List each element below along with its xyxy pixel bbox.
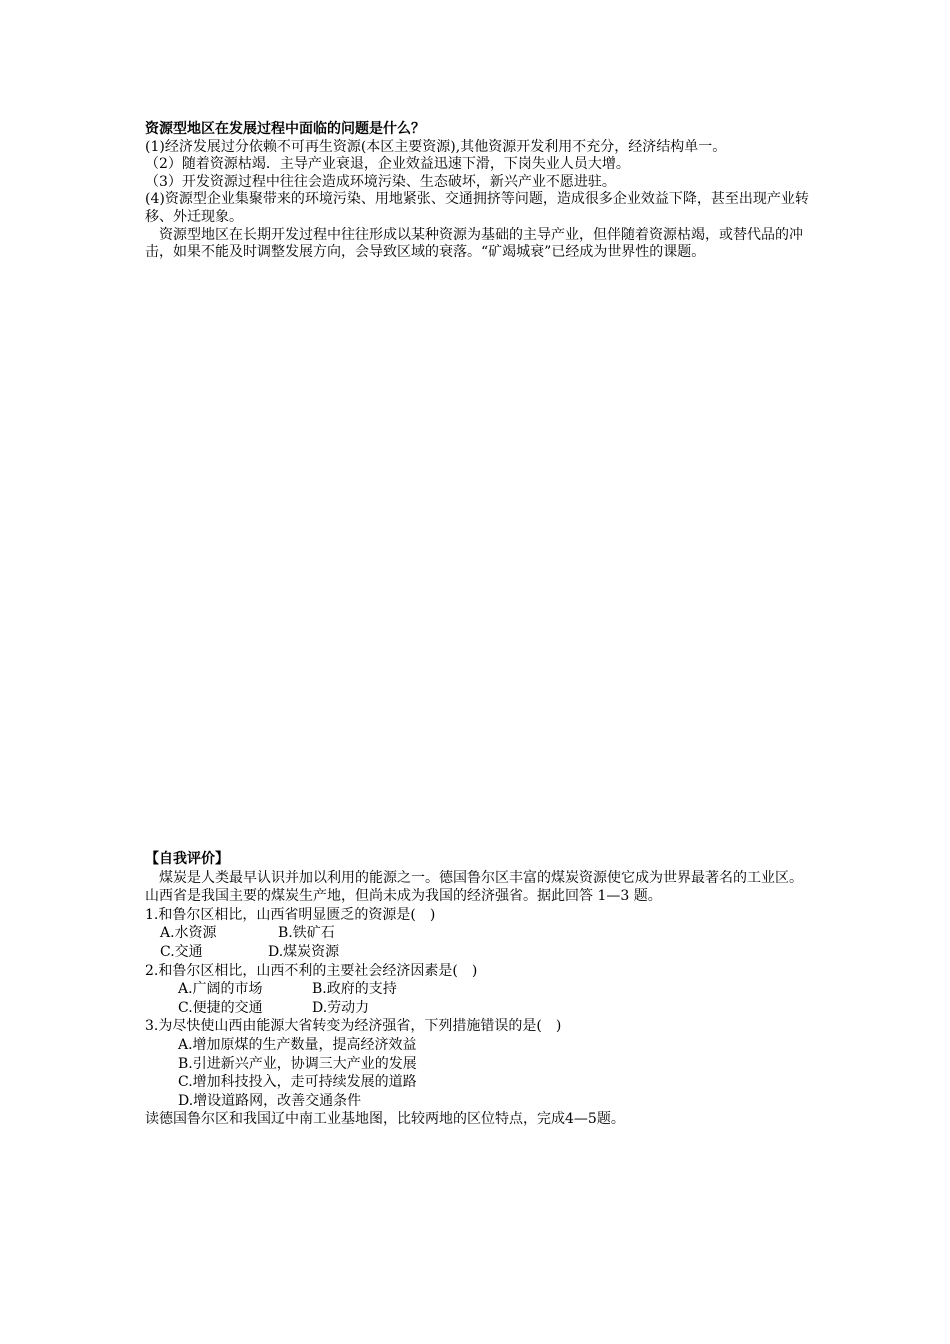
- question-2-option-b[interactable]: B.政府的支持: [312, 981, 397, 998]
- problem-item-4: (4)资源型企业集聚带来的环境污染、用地紧张、交通拥挤等问题，造成很多企业效益下降，甚至出现产业转移、外迁现象。: [145, 191, 809, 225]
- question-1-option-a[interactable]: A.水资源: [160, 925, 217, 942]
- problem-item-3: （3）开发资源过程中往往会造成环境污染、生态破坏，新兴产业不愿进驻。: [145, 173, 616, 190]
- question-1-option-b[interactable]: B.铁矿石: [278, 925, 335, 942]
- question-2-options-row-1: [145, 980, 810, 999]
- question-2-options-row-2: [145, 999, 810, 1018]
- question-3-option-c[interactable]: C.增加科技投入，走可持续发展的道路: [178, 1074, 417, 1091]
- intro-paragraph: 煤炭是人类最早认识并加以利用的能源之一。德国鲁尔区丰富的煤炭资源使它成为世界最著名的工业区。山西省是我国主要的煤炭生产地，但尚未成为我国的经济强省。据此回答 1—3 题。: [145, 869, 803, 905]
- summary-paragraph: 资源型地区在长期开发过程中往往形成以某种资源为基础的主导产业，但伴随着资源枯竭，或替代品的冲击，如果不能及时调整发展方向，会导致区域的衰落。“矿竭城衰”已经成为世界性的课题。: [145, 226, 803, 261]
- closing-instruction: 读德国鲁尔区和我国辽中南工业基地图，比较两地的区位特点，完成4—5题。: [145, 1111, 625, 1128]
- problem-item-2: （2）随着资源枯竭．主导产业衰退，企业效益迅速下滑，下岗失业人员大增。: [145, 156, 630, 173]
- question-2-option-a[interactable]: A.广阔的市场: [178, 981, 263, 998]
- question-1-option-d[interactable]: D.煤炭资源: [268, 943, 340, 960]
- question-2-option-c[interactable]: C.便捷的交通: [178, 999, 263, 1016]
- question-1-stem: 1.和鲁尔区相比，山西省明显匮乏的资源是( ): [145, 906, 436, 923]
- question-3-stem: 3.为尽快使山西由能源大省转变为经济强省，下列措施错误的是( ): [145, 1018, 562, 1035]
- question-3-option-d[interactable]: D.增设道路网，改善交通条件: [178, 1092, 362, 1109]
- question-1-options-row-2: [145, 943, 810, 962]
- section-title: 资源型地区在发展过程中面临的问题是什么？: [145, 121, 425, 137]
- question-3-option-a[interactable]: A.增加原煤的生产数量，提高经济效益: [178, 1036, 417, 1053]
- question-2-option-d[interactable]: D.劳动力: [312, 999, 370, 1016]
- question-3-option-b[interactable]: B.引进新兴产业，协调三大产业的发展: [178, 1055, 417, 1072]
- question-1-option-c[interactable]: C.交通: [160, 943, 203, 960]
- section-resource-problems: [145, 121, 810, 262]
- question-2-stem: 2.和鲁尔区相比，山西不利的主要社会经济因素是( ): [145, 962, 478, 979]
- self-evaluation-title: 【自我评价】: [145, 851, 229, 867]
- problem-item-1: (1)经济发展过分依赖不可再生资源(本区主要资源),其他资源开发利用不充分，经济结构单一。: [145, 138, 727, 155]
- question-1-options-row-1: [145, 924, 810, 943]
- section-self-evaluation: [145, 850, 810, 1129]
